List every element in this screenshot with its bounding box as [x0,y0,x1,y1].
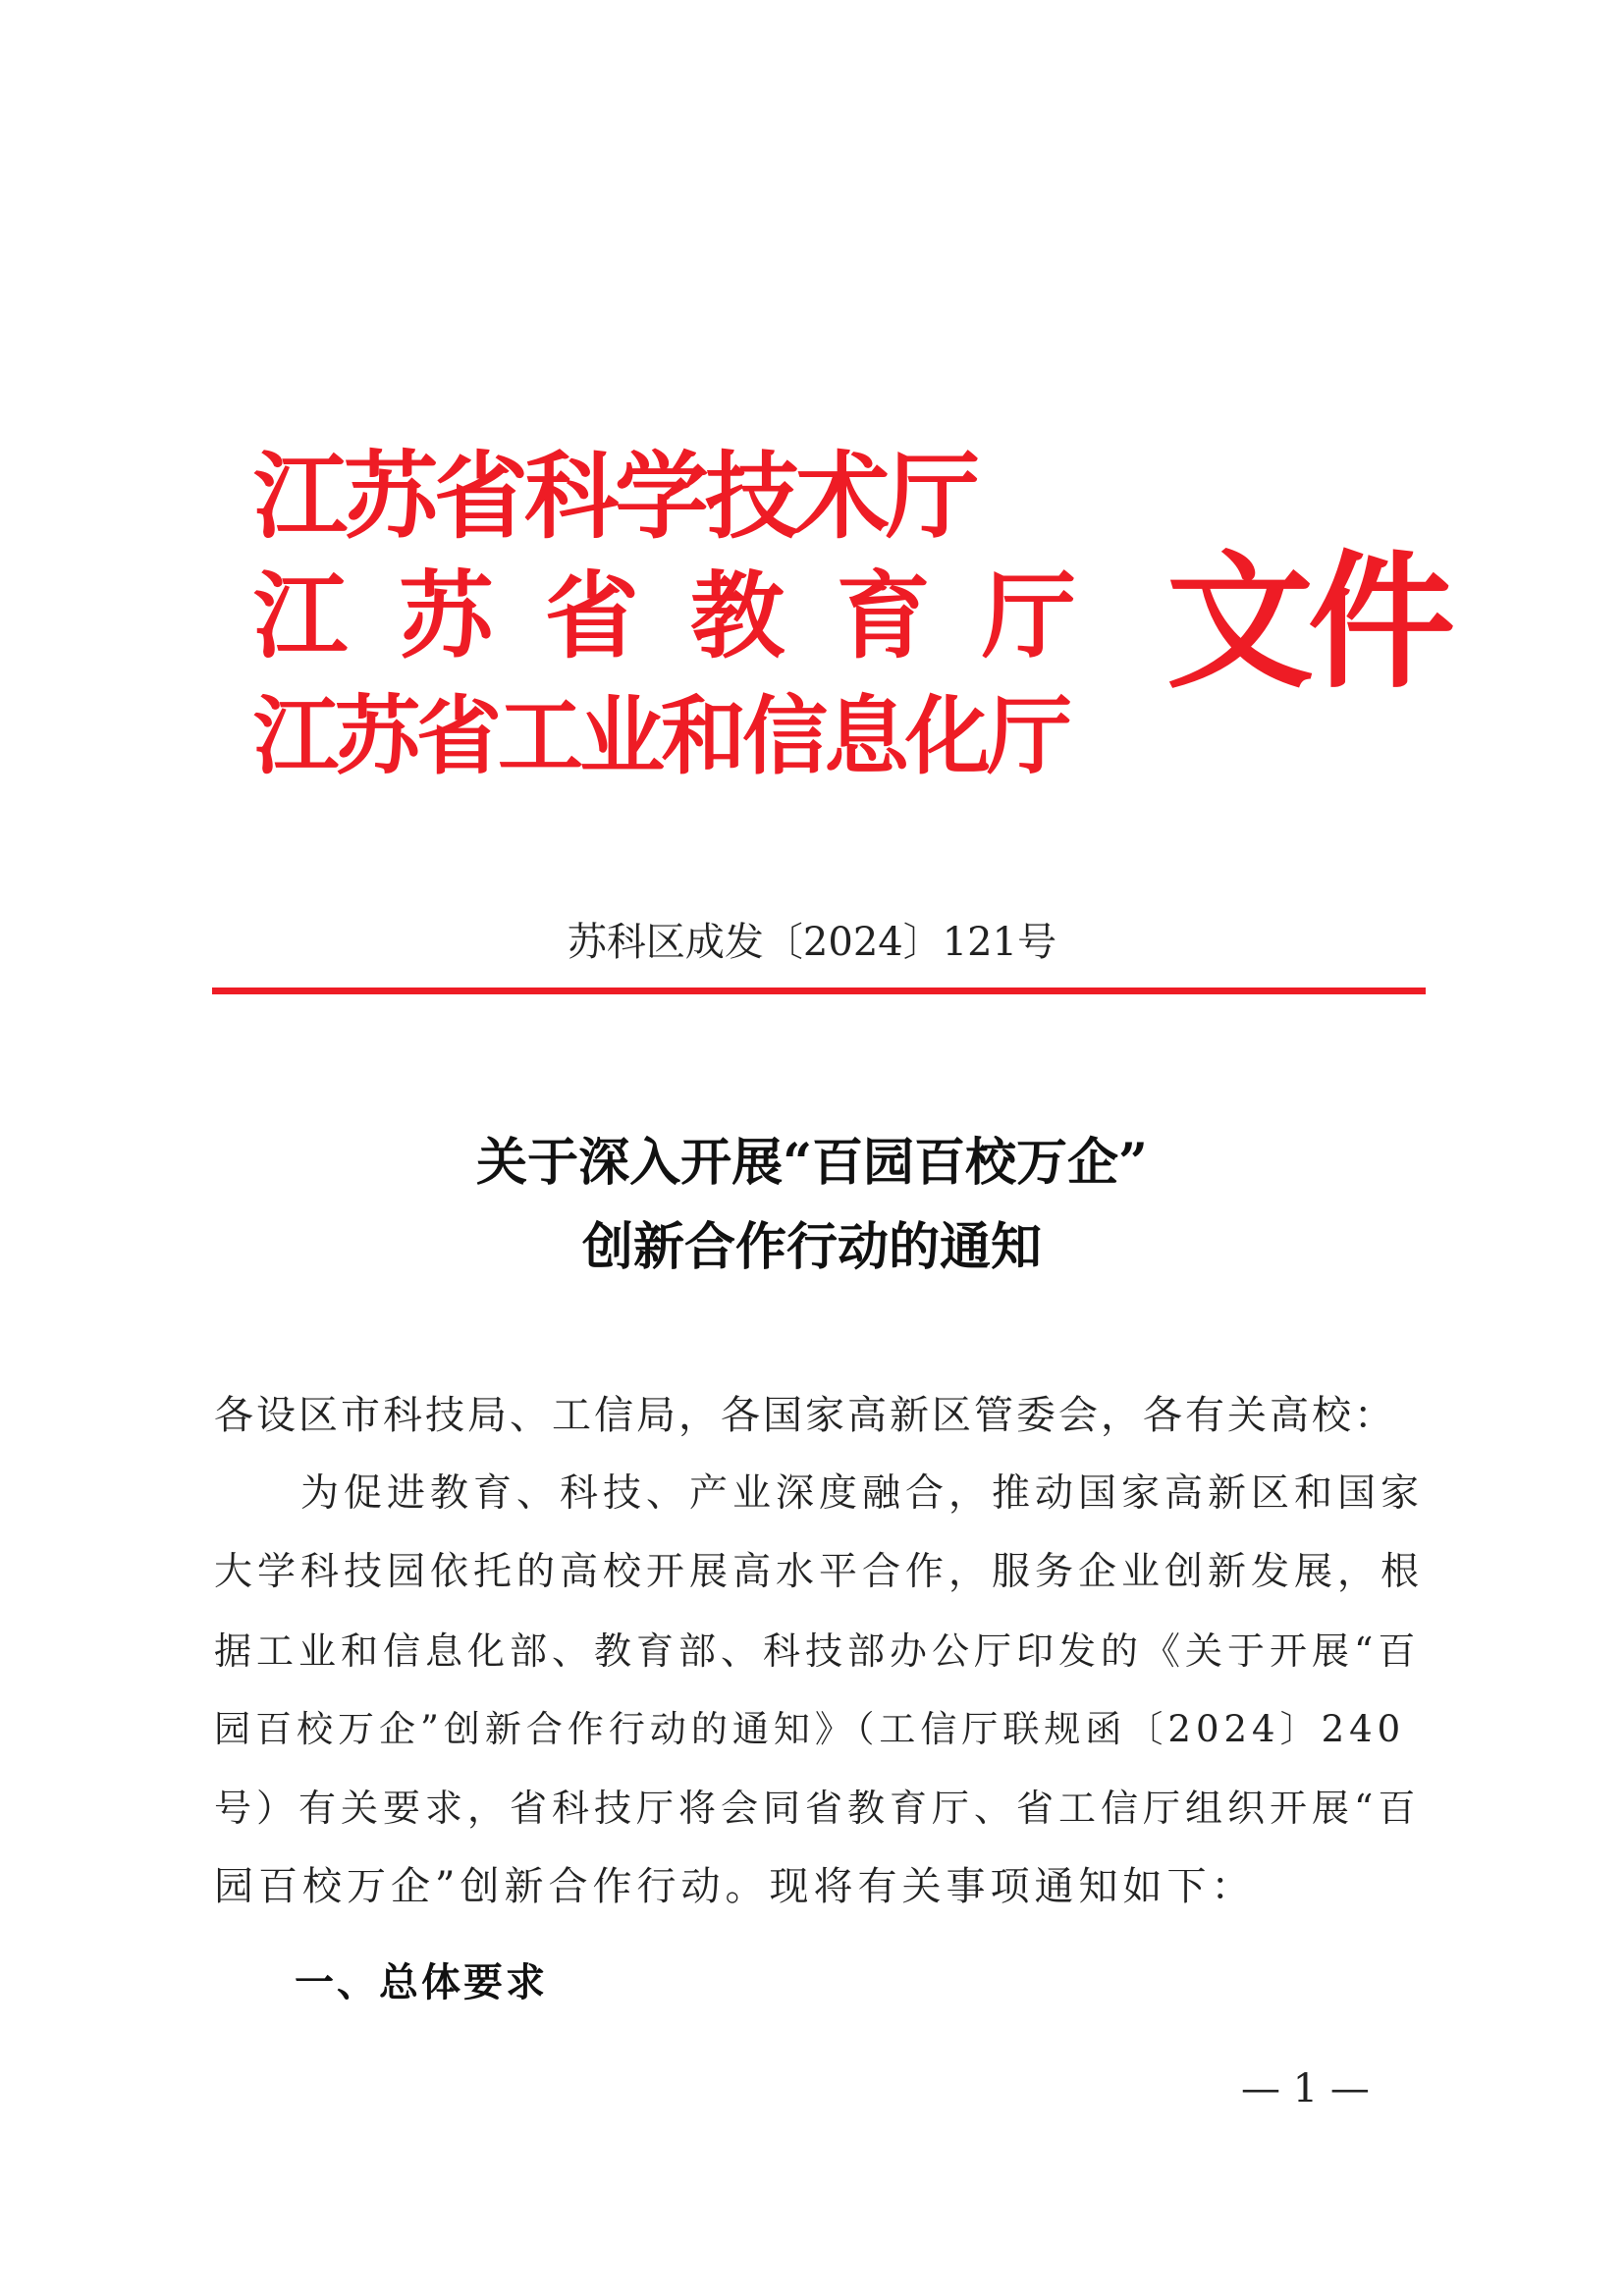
salutation: 各设区市科技局、工信局，各国家高新区管委会，各有关高校： [214,1393,1396,1438]
issuer-line-2-char: 江 [253,561,348,671]
issuer-line-2-char: 厅 [981,561,1076,671]
paragraph-line: 号）有关要求，省科技厅将会同省教育厅、省工信厅组织开展“百 [214,1787,1421,1830]
red-separator-line [212,988,1426,994]
document-type-label: 文件 [1166,538,1450,709]
issuer-list [253,437,1098,796]
paragraph-line: 大学科技园依托的高校开展高水平合作，服务企业创新发展，根 [214,1550,1425,1594]
document-title-line-1: 关于深入开展“百园百校万企” [476,1133,1148,1193]
document-number: 苏科区成发〔2024〕121号 [567,920,1057,965]
issuer-line-2-char: 苏 [399,561,494,671]
section-heading: 一、总体要求 [295,1960,548,2005]
issuer-line-1: 江苏省科学技术厅 [253,442,976,552]
issuer-line-2-char: 省 [544,561,639,671]
paragraph-line: 为促进教育、科技、产业深度融合，推动国家高新区和国家 [214,1471,1425,1516]
page-number: — 1 — [1241,2066,1370,2111]
issuer-line-3: 江苏省工业和信息化厅 [253,686,1068,786]
issuer-line-2 [253,557,1076,676]
document-title-line-2: 创新合作行动的通知 [581,1217,1042,1277]
paragraph-line: 园百校万企”创新合作行动的通知》（工信厅联规函〔2024〕240 [214,1708,1406,1750]
issuer-line-2-char: 育 [836,561,931,671]
paragraph-line: 园百校万企”创新合作行动。现将有关事项通知如下： [214,1864,1256,1909]
paragraph-line: 据工业和信息化部、教育部、科技部办公厅印发的《关于开展“百 [214,1629,1421,1673]
issuer-line-2-char: 教 [690,561,785,671]
